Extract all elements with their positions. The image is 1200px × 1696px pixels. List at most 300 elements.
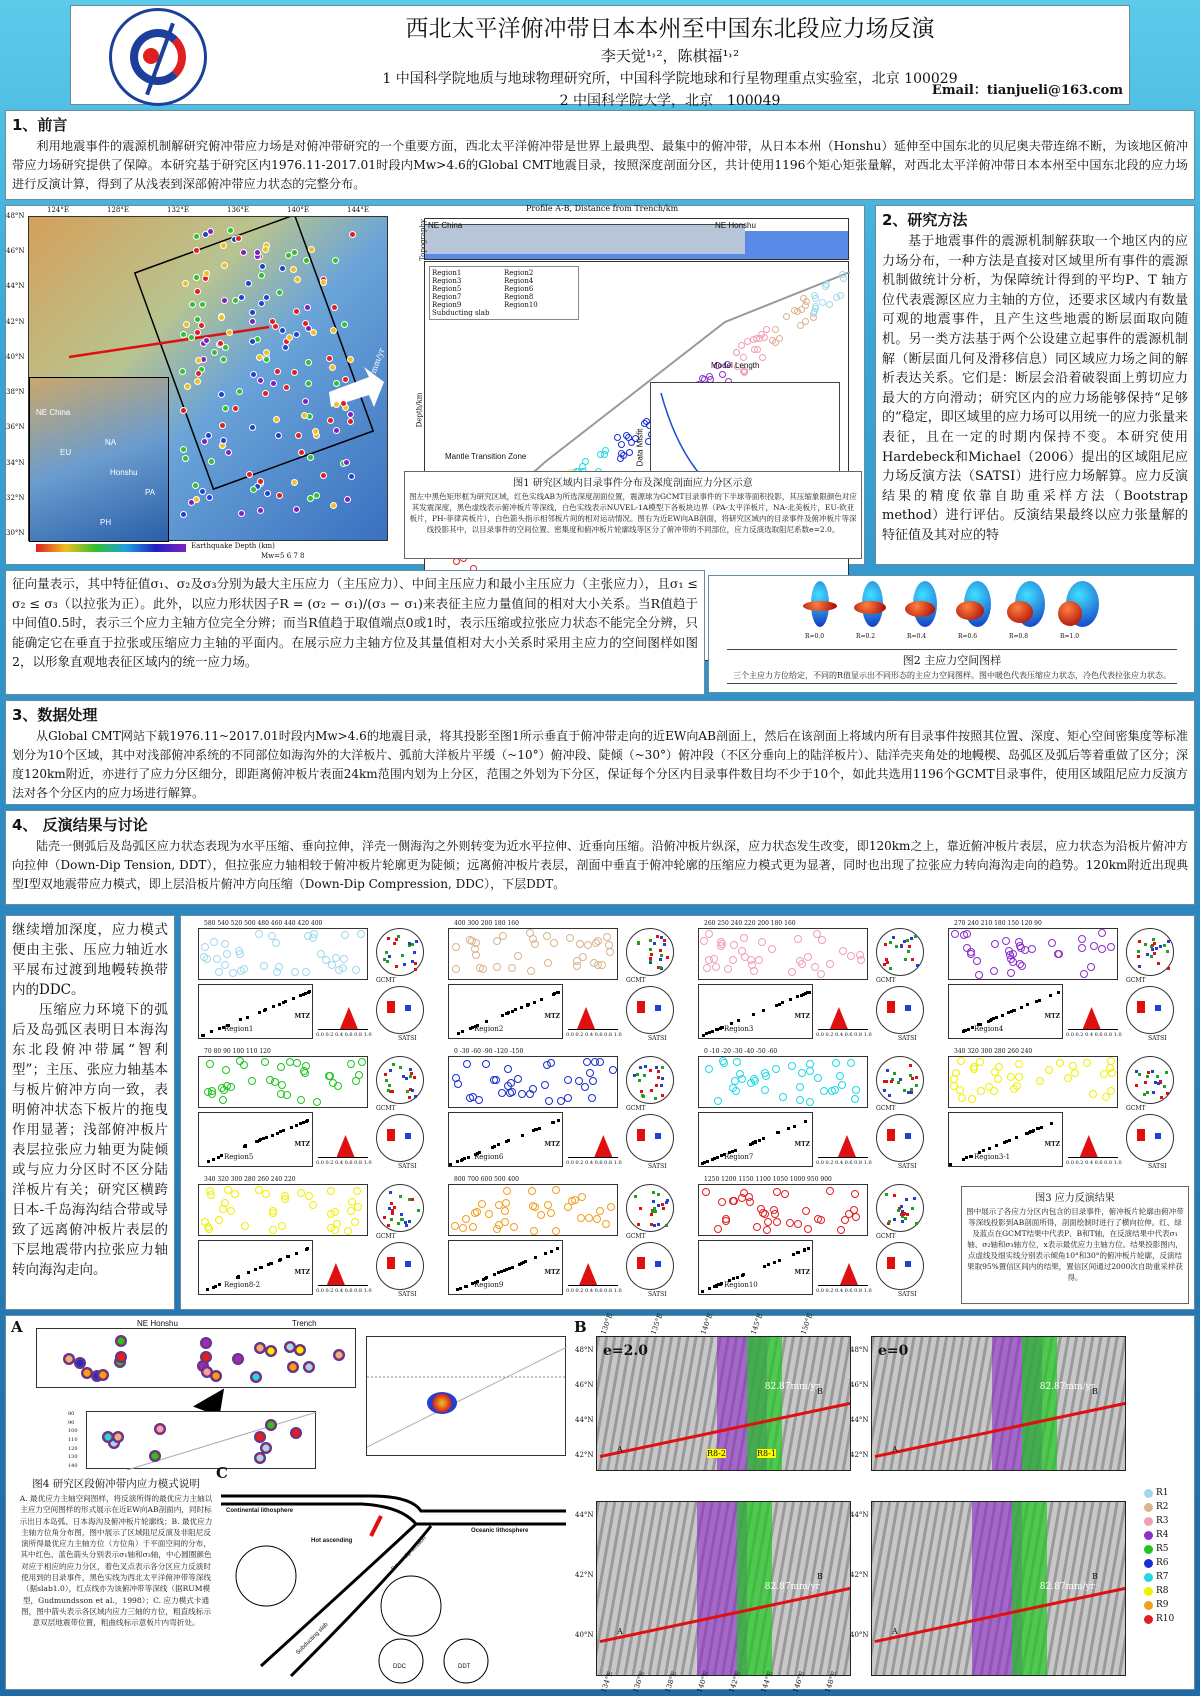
event xyxy=(990,967,998,975)
event xyxy=(852,1086,860,1094)
event xyxy=(1007,969,1015,977)
gcmt-stereonet xyxy=(1126,928,1174,976)
event xyxy=(352,966,360,974)
institute-logo xyxy=(109,8,207,106)
event xyxy=(789,998,792,1001)
axis-dot xyxy=(1137,950,1140,953)
event xyxy=(210,1030,213,1033)
event xyxy=(607,1203,615,1211)
focal-mechanism xyxy=(348,473,355,480)
axis-dot xyxy=(660,936,663,939)
event xyxy=(949,1163,952,1166)
event xyxy=(358,1058,366,1066)
event xyxy=(820,1087,828,1095)
focal-mechanism xyxy=(194,288,201,295)
compression-lobe xyxy=(854,601,886,614)
event xyxy=(511,1010,514,1013)
focal-mechanism xyxy=(184,383,191,390)
gcmt-label: GCMT xyxy=(626,1105,646,1112)
event xyxy=(814,1074,822,1082)
axis-dot xyxy=(383,958,386,961)
event xyxy=(327,1187,335,1195)
satsi-stereonet xyxy=(376,986,424,1034)
legend-swatch xyxy=(1144,1531,1153,1540)
focal-mechanism xyxy=(285,252,292,259)
event xyxy=(585,1214,593,1222)
focal-mechanism xyxy=(202,231,209,238)
event-marker xyxy=(750,336,757,343)
event xyxy=(504,1065,512,1073)
event xyxy=(1036,1127,1039,1130)
focal-mechanism xyxy=(195,370,202,377)
event xyxy=(602,1220,610,1228)
focal-mechanism xyxy=(320,279,327,286)
legend-label: R6 xyxy=(1156,1558,1169,1568)
axis-dot xyxy=(1154,1081,1157,1084)
gcmt-stereonet xyxy=(626,1184,674,1232)
event xyxy=(994,1075,1002,1083)
side-text-1: 继续增加深度，应力模式便由主张、压应力轴近水平展布过渡到地幔转换带内的DDC。 xyxy=(12,922,168,998)
event xyxy=(977,1087,985,1095)
figure-3-caption xyxy=(961,1186,1189,1304)
event xyxy=(485,1276,488,1279)
histogram-fill xyxy=(830,1007,848,1029)
event xyxy=(951,930,959,938)
event xyxy=(702,1034,705,1037)
stress-glyph xyxy=(901,581,946,643)
focal-mechanism xyxy=(250,371,257,378)
legend-item: Region1 xyxy=(432,269,462,277)
event-marker xyxy=(810,314,817,321)
r-histogram xyxy=(818,1005,868,1030)
focal-mechanism xyxy=(238,510,245,517)
stress-orientation-map xyxy=(596,1336,851,1471)
event xyxy=(207,1160,210,1163)
axis-dot xyxy=(885,1193,888,1196)
event xyxy=(832,1059,840,1067)
focal-mechanism xyxy=(225,449,232,456)
event xyxy=(796,995,799,998)
axis-dot xyxy=(1157,962,1160,965)
affiliation-1: 1 中国科学院地质与地球物理研究所，中国科学院地球和行星物理重点实验室，北京 100029 xyxy=(382,71,958,87)
event xyxy=(992,1017,995,1020)
axis-dot xyxy=(889,941,892,944)
event xyxy=(219,1205,227,1213)
legend-item: Region3 xyxy=(432,277,462,285)
event xyxy=(952,1069,960,1077)
panel-c-label: C xyxy=(216,1464,228,1482)
inversion-panel xyxy=(436,920,681,1045)
focal-mechanism xyxy=(206,494,213,501)
stress-glyph xyxy=(333,1349,345,1361)
event xyxy=(1026,1132,1029,1135)
section-title: 3、数据处理 xyxy=(12,706,98,724)
lat-tick: 42°N xyxy=(575,1571,594,1579)
stress-glyph xyxy=(250,1371,262,1383)
event xyxy=(847,952,855,960)
depth-tick: 110 xyxy=(68,1436,78,1443)
mtz-label: MTZ xyxy=(794,1141,810,1148)
event-marker xyxy=(761,334,768,341)
event xyxy=(295,1124,298,1127)
axis-dot xyxy=(1155,947,1158,950)
sigma-cluster xyxy=(655,1261,661,1267)
event xyxy=(838,1081,846,1089)
focal-mechanism xyxy=(333,380,340,387)
histogram-fill xyxy=(577,1007,595,1029)
focal-mechanism xyxy=(220,356,227,363)
slab-profile xyxy=(448,984,563,1039)
axis-dot xyxy=(886,1069,889,1072)
event xyxy=(703,964,711,972)
focal-mechanism xyxy=(211,349,218,356)
section-body: 基于地震事件的震源机制解获取一个地区内的应力场分布，一种方法是直接对区域里所有事件的震源机制做统计分析，为保障统计得到的平均P、T 轴方位代表震源区应力主轴的方位，还要求区域内有数量可观的地震事件，且产生这些地震的断层面取向随机。另一类方法基于两个公设建立起事件的震源机制解（断层面几何及滑移信息）同区域应力场之间的解析表达关系。它们是：断层会沿着破裂面上剪切应力最大的方向滑动；研究区内的应力场能够保持“足够的”稳定，即区域里的应力场可以用统一的应力张量来表征，且在一定的时期内保持不变。本研究使用Hardebeck和Michael（2006）提出的区域阻尼应力场反演方法（SATSI）进行应力场解算。应力反演结果的精度依靠自助重采样方法（Bootstrap method）进行评估。反演结果最终以应力张量解的特征值及其对应的特 xyxy=(882,234,1188,543)
event xyxy=(806,1098,814,1106)
event xyxy=(557,1097,565,1105)
focal-mechanism xyxy=(291,369,298,376)
event xyxy=(1028,945,1036,953)
event xyxy=(564,1203,572,1211)
axis-dot xyxy=(652,1200,655,1203)
event xyxy=(545,1097,553,1105)
slab-profile xyxy=(698,1240,813,1295)
event xyxy=(258,1139,261,1142)
legend-label: R2 xyxy=(1156,1502,1169,1512)
axis-dot xyxy=(388,955,391,958)
point-b: B xyxy=(1092,1572,1098,1581)
event xyxy=(963,1029,966,1032)
axis-dot xyxy=(1165,1071,1168,1074)
satsi-stereonet xyxy=(376,1242,424,1290)
event xyxy=(960,931,968,939)
event xyxy=(267,1263,270,1266)
event xyxy=(1107,1087,1115,1095)
event xyxy=(770,1206,778,1214)
histogram-fill xyxy=(594,1135,612,1157)
satsi-stereonet xyxy=(1126,1114,1174,1162)
map-lat-ticks xyxy=(6,212,25,537)
section-body: 利用地震事件的震源机制解研究俯冲带应力场是对俯冲带研究的一个重要方面，西北太平洋俯冲带是世界上最典型、最集中的俯冲带，从日本本州（Honshu）延伸至中国东北的贝尼奥夫带连绵不断，为该地区俯冲带应力场研究提供了保障。本研究基于研究区内1976.11-2017.01时段内Mw>4.6的Global CMT地震目录，按照深度剖面分区，共计使用1196个矩心矩张量解，对西北太平洋俯冲带日本本州至中国东北段的应力场进行反演计算，得到了从浅表到深部俯冲带应力状态的完整分布。 xyxy=(12,139,1188,191)
axis-dot xyxy=(400,1213,403,1216)
gcmt-stereonet xyxy=(876,1184,924,1232)
event xyxy=(452,1074,460,1082)
focal-mechanism xyxy=(179,368,186,375)
event xyxy=(586,1069,594,1077)
event xyxy=(544,1252,547,1255)
event xyxy=(293,1059,301,1067)
panel-a-shallow xyxy=(36,1319,356,1388)
axis-dot xyxy=(911,958,914,961)
event xyxy=(499,932,507,940)
event xyxy=(745,1193,753,1201)
axis-dot xyxy=(655,1084,658,1087)
focal-mechanism xyxy=(327,417,334,424)
axis-dot xyxy=(1147,1071,1150,1074)
event xyxy=(1001,1014,1004,1017)
axis-dot xyxy=(651,1210,654,1213)
event-profile xyxy=(698,1056,868,1108)
event xyxy=(714,1225,722,1233)
focal-mechanism xyxy=(320,472,327,479)
event xyxy=(1055,950,1063,958)
event xyxy=(796,1096,804,1104)
event xyxy=(1015,1136,1018,1139)
axis-dot xyxy=(399,1066,402,1069)
axis-dot xyxy=(1150,955,1153,958)
event xyxy=(526,1090,534,1098)
gcmt-label: GCMT xyxy=(876,977,896,984)
event xyxy=(478,1200,486,1208)
axis-dot xyxy=(652,1191,655,1194)
focal-mechanism xyxy=(347,418,354,425)
event xyxy=(463,1157,466,1160)
r-ticks: 0.0 0.2 0.4 0.6 0.8 1.0 xyxy=(316,1288,372,1294)
focal-mechanism xyxy=(232,405,239,412)
event xyxy=(755,956,763,964)
event xyxy=(210,938,218,946)
focal-mechanism xyxy=(283,384,290,391)
axis-dot xyxy=(637,941,640,944)
axis-dot xyxy=(1146,953,1149,956)
event xyxy=(451,1222,459,1230)
region-label: Region9 xyxy=(474,1281,504,1289)
event xyxy=(286,1255,289,1258)
panel-b-maps xyxy=(575,1312,1131,1694)
histogram-fill xyxy=(838,1135,856,1157)
event-marker xyxy=(643,418,650,425)
event xyxy=(761,1069,769,1077)
focal-mechanism xyxy=(342,376,349,383)
event xyxy=(1078,944,1086,952)
axis-dot xyxy=(640,1090,643,1093)
focal-mechanism xyxy=(326,355,333,362)
axis-dot xyxy=(1159,1080,1162,1083)
focal-mechanism xyxy=(331,304,338,311)
gcmt-stereonet xyxy=(876,1056,924,1104)
axis-dot xyxy=(1137,955,1140,958)
event xyxy=(1071,1069,1079,1077)
poster-header xyxy=(70,5,1130,109)
region-label: Region3-1 xyxy=(974,1153,1011,1161)
axis-dot xyxy=(666,956,669,959)
label-trench: Trench xyxy=(292,1319,317,1328)
event xyxy=(720,1059,728,1067)
legend-item xyxy=(1144,1528,1189,1542)
event xyxy=(475,1096,483,1104)
event-marker xyxy=(800,295,807,302)
event xyxy=(302,968,310,976)
lon-tick: 144°E xyxy=(347,206,369,214)
axis-dot xyxy=(661,1077,664,1080)
focal-mechanism xyxy=(304,304,311,311)
event xyxy=(534,1256,537,1259)
stress-glyph xyxy=(1054,581,1099,643)
satsi-stereonet xyxy=(876,986,924,1034)
event xyxy=(1048,939,1056,947)
event xyxy=(764,1218,772,1226)
event xyxy=(1032,1129,1035,1132)
event xyxy=(501,1014,504,1017)
event xyxy=(340,955,348,963)
lat-tick: 38°N xyxy=(6,388,25,397)
event xyxy=(1090,942,1098,950)
label-continental: Continental lithosphere xyxy=(226,1508,294,1514)
stress-glyph xyxy=(287,1361,299,1373)
event xyxy=(761,1086,769,1094)
event xyxy=(308,990,311,993)
event xyxy=(503,1187,511,1195)
axis-dot xyxy=(391,1090,394,1093)
event xyxy=(299,1122,302,1125)
axis-dot xyxy=(395,965,398,968)
event xyxy=(609,1066,617,1074)
focal-mechanism xyxy=(305,380,312,387)
axis-dot xyxy=(888,1220,891,1223)
event xyxy=(1080,970,1088,978)
event xyxy=(1007,1011,1010,1014)
event xyxy=(818,936,826,944)
axis-dot xyxy=(1146,1091,1149,1094)
axis-dot xyxy=(910,1088,913,1091)
event xyxy=(714,1097,722,1105)
event xyxy=(528,1187,536,1195)
lon-tick: 130°E xyxy=(599,1312,615,1336)
model-length-label: Model Length xyxy=(711,361,760,370)
event xyxy=(544,1201,552,1209)
slab-profile xyxy=(198,1240,313,1295)
axis-dot xyxy=(403,963,406,966)
event xyxy=(758,938,766,946)
event xyxy=(557,991,560,994)
focal-mechanism xyxy=(258,272,265,279)
event xyxy=(742,1273,745,1276)
event xyxy=(465,1285,468,1288)
sigma-cluster xyxy=(1137,1129,1145,1141)
event xyxy=(497,1143,500,1146)
axis-dot xyxy=(384,1073,387,1076)
event xyxy=(747,1079,755,1087)
focal-mechanism xyxy=(295,432,302,439)
focal-mechanism xyxy=(245,280,252,287)
stress-glyph xyxy=(1003,581,1048,643)
axis-dot xyxy=(392,1063,395,1066)
event xyxy=(1078,935,1086,943)
damping-label: e=0 xyxy=(878,1343,909,1359)
stress-glyph xyxy=(254,1452,266,1464)
slab-profile xyxy=(698,984,813,1039)
axis-dot xyxy=(908,945,911,948)
event xyxy=(716,1156,719,1159)
axis-dot xyxy=(888,1094,891,1097)
event-profile xyxy=(198,1056,368,1108)
region-label: Region6 xyxy=(474,1153,504,1161)
lat-tick: 36°N xyxy=(6,423,25,432)
event xyxy=(221,940,229,948)
stress-glyph xyxy=(154,1423,166,1435)
event xyxy=(732,1277,735,1280)
legend-item: Region8 xyxy=(504,293,534,301)
event xyxy=(740,934,748,942)
event-profile xyxy=(698,1184,868,1236)
lon-tick: 142°E xyxy=(727,1670,743,1694)
axis-dot xyxy=(902,1213,905,1216)
focal-mechanism xyxy=(303,257,310,264)
event xyxy=(213,955,221,963)
legend-item xyxy=(1144,1556,1189,1570)
axis-dot xyxy=(411,1089,414,1092)
event xyxy=(456,1160,459,1163)
axis-dot xyxy=(409,1075,412,1078)
r-ticks: 0.0 0.2 0.4 0.6 0.8 1.0 xyxy=(566,1288,622,1294)
axis-dot xyxy=(415,940,418,943)
event xyxy=(596,1207,604,1215)
satsi-stereonet xyxy=(626,986,674,1034)
compression-lobe xyxy=(1058,601,1082,626)
sigma-cluster xyxy=(387,1001,395,1013)
event xyxy=(1087,963,1095,971)
axis-dot xyxy=(1135,1084,1138,1087)
focal-mechanism xyxy=(307,495,314,502)
event-marker xyxy=(837,292,844,299)
legend-item xyxy=(1144,1486,1189,1500)
event-marker xyxy=(626,449,633,456)
mtz-label: MTZ xyxy=(794,1269,810,1276)
event xyxy=(1107,1057,1115,1065)
event xyxy=(593,1215,601,1223)
event xyxy=(292,997,295,1000)
axis-dot xyxy=(665,1224,668,1227)
axis-dot xyxy=(643,1074,646,1077)
axis-dot xyxy=(903,1089,906,1092)
focal-mechanism xyxy=(340,400,347,407)
axis-dot xyxy=(657,1193,660,1196)
event xyxy=(452,965,460,973)
focal-mechanism xyxy=(238,294,245,301)
focal-mechanism xyxy=(222,405,229,412)
axis-dot xyxy=(408,1198,411,1201)
event xyxy=(508,1267,511,1270)
depth-tick: 80 xyxy=(68,1411,75,1417)
axis-dot xyxy=(644,1065,647,1068)
axis-dot xyxy=(883,963,886,966)
axis-dot xyxy=(401,1218,404,1221)
satsi-label: SATSI xyxy=(648,1291,667,1298)
event xyxy=(547,1209,555,1217)
axis-dot xyxy=(915,1076,918,1079)
legend-label: R8 xyxy=(1156,1586,1169,1596)
axis-dot xyxy=(1146,1075,1149,1078)
event xyxy=(493,1273,496,1276)
axis-dot xyxy=(1152,1091,1155,1094)
region-label: Region5 xyxy=(224,1153,254,1161)
lon-tick: 128°E xyxy=(107,206,129,214)
axis-dot xyxy=(413,1076,416,1079)
legend-item xyxy=(1144,1598,1189,1612)
axis-dot xyxy=(915,1084,918,1087)
focal-mechanism xyxy=(302,398,309,405)
section-title: 4、 反演结果与讨论 xyxy=(12,816,148,834)
axis-dot xyxy=(900,945,903,948)
focal-mechanism xyxy=(259,263,266,270)
event xyxy=(817,970,825,978)
event xyxy=(1036,1077,1044,1085)
focal-mechanism xyxy=(236,388,243,395)
mtz-label: MTZ xyxy=(1044,1141,1060,1148)
sigma-cluster xyxy=(387,1129,395,1141)
axis-dot xyxy=(901,1220,904,1223)
event xyxy=(747,956,755,964)
depth-tick: 140 xyxy=(68,1462,78,1469)
